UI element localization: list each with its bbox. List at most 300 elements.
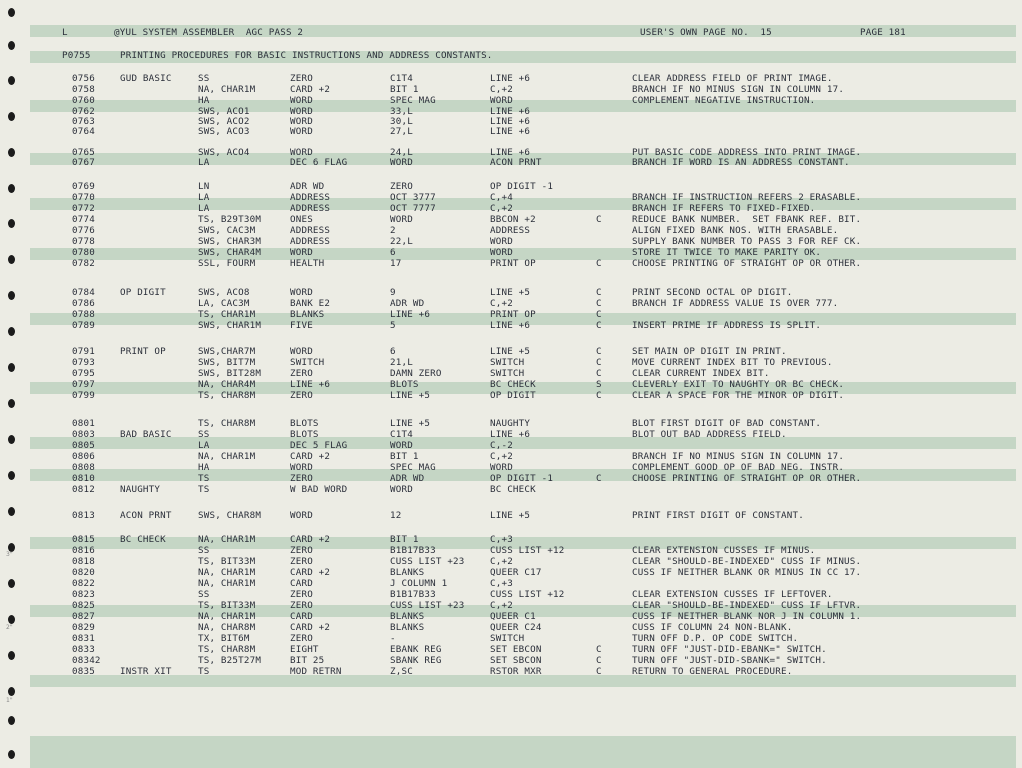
comment-text: CLEAR CURRENT INDEX BIT.	[632, 368, 770, 379]
green-band	[30, 198, 1016, 210]
operand-3: LINE +6	[490, 126, 531, 137]
feed-hole	[8, 579, 15, 588]
operand-1: CARD +2	[290, 84, 331, 95]
operand-1: MOD RETRN	[290, 666, 342, 677]
comment-text: TURN OFF "JUST-DID-EBANK=" SWITCH.	[632, 644, 827, 655]
opcode-field: NA, CHAR1M	[198, 84, 256, 95]
opcode-field: SWS, ACO4	[198, 147, 250, 158]
operand-3: NAUGHTY	[490, 418, 531, 429]
operand-1: ZERO	[290, 589, 313, 600]
green-band	[30, 736, 1016, 768]
flag-mark: C	[596, 287, 602, 298]
operand-2: WORD	[390, 484, 413, 495]
opcode-field: NA, CHAR1M	[198, 451, 256, 462]
operand-3: C,+2	[490, 298, 513, 309]
operand-1: ADDRESS	[290, 203, 331, 214]
comment-text: REDUCE BANK NUMBER. SET FBANK REF. BIT.	[632, 214, 862, 225]
opcode-field: SWS, ACO1	[198, 106, 250, 117]
feed-hole	[8, 435, 15, 444]
comment-text: INSERT PRIME IF ADDRESS IS SPLIT.	[632, 320, 822, 331]
comment-text: CLEAR EXTENSION CUSSES IF MINUS.	[632, 545, 816, 556]
operand-1: CARD +2	[290, 622, 331, 633]
operand-2: WORD	[390, 214, 413, 225]
operand-2: 22,L	[390, 236, 413, 247]
operand-3: LINE +6	[490, 116, 531, 127]
opcode-field: SWS, ACO8	[198, 287, 250, 298]
operand-1: ADDRESS	[290, 192, 331, 203]
operand-2: J COLUMN 1	[390, 578, 448, 589]
feed-hole	[8, 291, 15, 300]
operand-1: DEC 6 FLAG	[290, 157, 348, 168]
comment-text: TURN OFF "JUST-DID-SBANK=" SWITCH.	[632, 655, 827, 666]
log-code: L	[62, 27, 68, 38]
operand-3: LINE +6	[490, 106, 531, 117]
opcode-field: HA	[198, 95, 210, 106]
operand-1: WORD	[290, 116, 313, 127]
feed-hole	[8, 750, 15, 759]
operand-2: 21,L	[390, 357, 413, 368]
line-number: 0763	[72, 116, 95, 127]
comment-text: CLEAR "SHOULD-BE-INDEXED" CUSS IF MINUS.	[632, 556, 862, 567]
page-number: PAGE 181	[860, 27, 906, 38]
line-number: 08342	[72, 655, 101, 666]
opcode-field: SWS, CAC3M	[198, 225, 256, 236]
line-number: 0765	[72, 147, 95, 158]
ruler-mark-2in: 2"	[6, 624, 13, 631]
comment-text: BRANCH IF INSTRUCTION REFERS 2 ERASABLE.	[632, 192, 862, 203]
line-number: 0793	[72, 357, 95, 368]
comment-text: PRINT SECOND OCTAL OP DIGIT.	[632, 287, 793, 298]
operand-1: EIGHT	[290, 644, 319, 655]
line-number: 0820	[72, 567, 95, 578]
location-tag: ACON PRNT	[120, 510, 172, 521]
operand-2: SBANK REG	[390, 655, 442, 666]
line-number: 0816	[72, 545, 95, 556]
flag-mark: C	[596, 320, 602, 331]
comment-text: BRANCH IF WORD IS AN ADDRESS CONSTANT.	[632, 157, 850, 168]
operand-3: SET SBCON	[490, 655, 542, 666]
flag-mark: C	[596, 368, 602, 379]
opcode-field: SWS, CHAR1M	[198, 320, 262, 331]
flag-mark: C	[596, 346, 602, 357]
opcode-field: SWS, CHAR4M	[198, 247, 262, 258]
line-number: 0835	[72, 666, 95, 677]
line-number: 0810	[72, 473, 95, 484]
flag-mark: C	[596, 655, 602, 666]
operand-2: B1B17B33	[390, 545, 436, 556]
line-number: 0806	[72, 451, 95, 462]
opcode-field: SWS, BIT7M	[198, 357, 256, 368]
line-number: 0815	[72, 534, 95, 545]
feed-hole	[8, 399, 15, 408]
comment-text: MOVE CURRENT INDEX BIT TO PREVIOUS.	[632, 357, 833, 368]
operand-2: ADR WD	[390, 298, 425, 309]
operand-2: 2	[390, 225, 396, 236]
opcode-field: TS, CHAR8M	[198, 418, 256, 429]
comment-text: CLEVERLY EXIT TO NAUGHTY OR BC CHECK.	[632, 379, 845, 390]
operand-2: OCT 7777	[390, 203, 436, 214]
line-number: 0831	[72, 633, 95, 644]
line-number: 0782	[72, 258, 95, 269]
opcode-field: TX, BIT6M	[198, 633, 250, 644]
operand-1: ZERO	[290, 556, 313, 567]
line-number: 0808	[72, 462, 95, 473]
comment-text: CLEAR "SHOULD-BE-INDEXED" CUSS IF LFTVR.	[632, 600, 862, 611]
operand-2: BLOTS	[390, 379, 419, 390]
operand-1: WORD	[290, 287, 313, 298]
comment-text: BRANCH IF NO MINUS SIGN IN COLUMN 17.	[632, 84, 845, 95]
line-number: 0803	[72, 429, 95, 440]
opcode-field: SS	[198, 589, 210, 600]
ruler-mark-3in: 3"	[6, 551, 13, 558]
operand-2: SPEC MAG	[390, 95, 436, 106]
opcode-field: LA	[198, 440, 210, 451]
line-number: 0805	[72, 440, 95, 451]
operand-1: SWITCH	[290, 357, 325, 368]
operand-3: SWITCH	[490, 368, 525, 379]
operand-1: BIT 25	[290, 655, 325, 666]
location-tag: BAD BASIC	[120, 429, 172, 440]
operand-2: ZERO	[390, 181, 413, 192]
operand-2: BIT 1	[390, 84, 419, 95]
line-number: 0797	[72, 379, 95, 390]
feed-hole	[8, 112, 15, 121]
flag-mark: C	[596, 298, 602, 309]
operand-1: ZERO	[290, 390, 313, 401]
opcode-field: SWS, ACO3	[198, 126, 250, 137]
comment-text: CUSS IF NEITHER BLANK OR MINUS IN CC 17.	[632, 567, 862, 578]
operand-2: B1B17B33	[390, 589, 436, 600]
comment-text: CLEAR A SPACE FOR THE MINOR OP DIGIT.	[632, 390, 845, 401]
opcode-field: SS	[198, 429, 210, 440]
operand-2: BLANKS	[390, 611, 425, 622]
opcode-field: HA	[198, 462, 210, 473]
flag-mark: C	[596, 309, 602, 320]
feed-hole	[8, 716, 15, 725]
line-number: 0774	[72, 214, 95, 225]
operand-2: BLANKS	[390, 622, 425, 633]
operand-1: WORD	[290, 95, 313, 106]
operand-3: BC CHECK	[490, 379, 536, 390]
line-number: 0780	[72, 247, 95, 258]
operand-3: QUEER C17	[490, 567, 542, 578]
line-number: 0795	[72, 368, 95, 379]
operand-2: DAMN ZERO	[390, 368, 442, 379]
operand-1: ADR WD	[290, 181, 325, 192]
operand-2: BIT 1	[390, 451, 419, 462]
line-number: 0786	[72, 298, 95, 309]
line-number: 0822	[72, 578, 95, 589]
feed-hole	[8, 471, 15, 480]
location-tag: PRINT OP	[120, 346, 166, 357]
line-number: 0791	[72, 346, 95, 357]
operand-1: ADDRESS	[290, 225, 331, 236]
operand-3: WORD	[490, 95, 513, 106]
comment-text: BRANCH IF ADDRESS VALUE IS OVER 777.	[632, 298, 839, 309]
opcode-field: SWS, ACO2	[198, 116, 250, 127]
opcode-field: SS	[198, 545, 210, 556]
section-number: P0755	[62, 50, 91, 61]
opcode-field: TS, CHAR8M	[198, 390, 256, 401]
line-number: 0813	[72, 510, 95, 521]
operand-3: C,+2	[490, 556, 513, 567]
operand-3: LINE +6	[490, 429, 531, 440]
line-number: 0778	[72, 236, 95, 247]
comment-text: BRANCH IF NO MINUS SIGN IN COLUMN 17.	[632, 451, 845, 462]
line-number: 0829	[72, 622, 95, 633]
opcode-field: TS, CHAR1M	[198, 309, 256, 320]
line-number: 0823	[72, 589, 95, 600]
operand-3: C,+3	[490, 534, 513, 545]
line-number: 0825	[72, 600, 95, 611]
comment-text: SUPPLY BANK NUMBER TO PASS 3 FOR REF CK.	[632, 236, 862, 247]
operand-3: ADDRESS	[490, 225, 531, 236]
operand-3: LINE +5	[490, 287, 531, 298]
opcode-field: LA	[198, 192, 210, 203]
location-tag: INSTR XIT	[120, 666, 172, 677]
operand-1: CARD	[290, 578, 313, 589]
line-number: 0812	[72, 484, 95, 495]
operand-2: CUSS LIST +23	[390, 600, 465, 611]
line-number: 0818	[72, 556, 95, 567]
comment-text: BLOT FIRST DIGIT OF BAD CONSTANT.	[632, 418, 822, 429]
operand-3: QUEER C1	[490, 611, 536, 622]
opcode-field: TS, BIT33M	[198, 556, 256, 567]
comment-text: SET MAIN OP DIGIT IN PRINT.	[632, 346, 787, 357]
feed-hole	[8, 219, 15, 228]
line-number: 0789	[72, 320, 95, 331]
opcode-field: NA, CHAR1M	[198, 534, 256, 545]
comment-text: TURN OFF D.P. OP CODE SWITCH.	[632, 633, 799, 644]
location-tag: BC CHECK	[120, 534, 166, 545]
operand-2: LINE +5	[390, 390, 431, 401]
line-number: 0762	[72, 106, 95, 117]
feed-hole	[8, 184, 15, 193]
operand-2: 27,L	[390, 126, 413, 137]
operand-2: 30,L	[390, 116, 413, 127]
operand-2: 33,L	[390, 106, 413, 117]
line-number: 0769	[72, 181, 95, 192]
comment-text: PUT BASIC CODE ADDRESS INTO PRINT IMAGE.	[632, 147, 862, 158]
opcode-field: SWS, BIT28M	[198, 368, 262, 379]
operand-2: BLANKS	[390, 567, 425, 578]
operand-1: BLOTS	[290, 418, 319, 429]
opcode-field: SWS, CHAR8M	[198, 510, 262, 521]
comment-text: BRANCH IF REFERS TO FIXED-FIXED.	[632, 203, 816, 214]
operand-3: LINE +5	[490, 510, 531, 521]
operand-1: WORD	[290, 462, 313, 473]
operand-3: LINE +6	[490, 147, 531, 158]
location-tag: OP DIGIT	[120, 287, 166, 298]
opcode-field: LA, CAC3M	[198, 298, 250, 309]
system-title: @YUL SYSTEM ASSEMBLER AGC PASS 2	[114, 27, 304, 38]
operand-1: WORD	[290, 126, 313, 137]
opcode-field: TS, B29T30M	[198, 214, 262, 225]
operand-3: SET EBCON	[490, 644, 542, 655]
operand-1: CARD +2	[290, 534, 331, 545]
operand-3: CUSS LIST +12	[490, 589, 565, 600]
operand-2: WORD	[390, 157, 413, 168]
line-number: 0827	[72, 611, 95, 622]
operand-1: ZERO	[290, 73, 313, 84]
operand-3: PRINT OP	[490, 258, 536, 269]
line-number: 0770	[72, 192, 95, 203]
operand-2: Z,SC	[390, 666, 413, 677]
line-number: 0776	[72, 225, 95, 236]
line-number: 0784	[72, 287, 95, 298]
operand-2: C1T4	[390, 73, 413, 84]
operand-1: W BAD WORD	[290, 484, 348, 495]
opcode-field: TS	[198, 484, 210, 495]
operand-2: C1T4	[390, 429, 413, 440]
opcode-field: TS, BIT33M	[198, 600, 256, 611]
opcode-field: NA, CHAR1M	[198, 567, 256, 578]
operand-3: OP DIGIT -1	[490, 181, 554, 192]
operand-1: WORD	[290, 510, 313, 521]
opcode-field: NA, CHAR1M	[198, 578, 256, 589]
line-number: 0788	[72, 309, 95, 320]
feed-hole	[8, 255, 15, 264]
operand-2: BIT 1	[390, 534, 419, 545]
operand-2: LINE +5	[390, 418, 431, 429]
operand-3: WORD	[490, 462, 513, 473]
operand-2: WORD	[390, 440, 413, 451]
operand-1: DEC 5 FLAG	[290, 440, 348, 451]
operand-3: C,+4	[490, 192, 513, 203]
comment-text: CHOOSE PRINTING OF STRAIGHT OP OR OTHER.	[632, 473, 862, 484]
operand-3: LINE +6	[490, 73, 531, 84]
flag-mark: C	[596, 357, 602, 368]
operand-3: SWITCH	[490, 633, 525, 644]
comment-text: CHOOSE PRINTING OF STRAIGHT OP OR OTHER.	[632, 258, 862, 269]
comment-text: CLEAR ADDRESS FIELD OF PRINT IMAGE.	[632, 73, 833, 84]
flag-mark: C	[596, 666, 602, 677]
operand-3: C,+3	[490, 578, 513, 589]
operand-1: ZERO	[290, 368, 313, 379]
operand-1: ZERO	[290, 600, 313, 611]
operand-3: QUEER C24	[490, 622, 542, 633]
operand-3: C,+2	[490, 203, 513, 214]
opcode-field: LN	[198, 181, 210, 192]
feed-hole	[8, 363, 15, 372]
comment-text: CUSS IF NEITHER BLANK NOR J IN COLUMN 1.	[632, 611, 862, 622]
flag-mark: C	[596, 214, 602, 225]
comment-text: COMPLEMENT NEGATIVE INSTRUCTION.	[632, 95, 816, 106]
flag-mark: S	[596, 379, 602, 390]
feed-hole	[8, 687, 15, 696]
comment-text: ALIGN FIXED BANK NOS. WITH ERASABLE.	[632, 225, 839, 236]
operand-2: -	[390, 633, 396, 644]
operand-2: 9	[390, 287, 396, 298]
operand-1: WORD	[290, 106, 313, 117]
operand-3: BC CHECK	[490, 484, 536, 495]
feed-hole	[8, 148, 15, 157]
line-number: 0801	[72, 418, 95, 429]
operand-2: SPEC MAG	[390, 462, 436, 473]
comment-text: COMPLEMENT GOOD OP OF BAD NEG. INSTR.	[632, 462, 845, 473]
operand-1: CARD +2	[290, 567, 331, 578]
opcode-field: NA, CHAR8M	[198, 622, 256, 633]
operand-3: PRINT OP	[490, 309, 536, 320]
operand-2: EBANK REG	[390, 644, 442, 655]
users-page-number: USER'S OWN PAGE NO. 15	[640, 27, 772, 38]
operand-1: ZERO	[290, 633, 313, 644]
operand-2: 5	[390, 320, 396, 331]
operand-2: 24,L	[390, 147, 413, 158]
operand-1: WORD	[290, 247, 313, 258]
operand-3: C,+2	[490, 84, 513, 95]
flag-mark: C	[596, 390, 602, 401]
line-number: 0767	[72, 157, 95, 168]
comment-text: CUSS IF COLUMN 24 NON-BLANK.	[632, 622, 793, 633]
opcode-field: TS	[198, 666, 210, 677]
operand-2: 12	[390, 510, 402, 521]
feed-hole	[8, 8, 15, 17]
feed-hole	[8, 651, 15, 660]
operand-3: RSTOR MXR	[490, 666, 542, 677]
operand-3: C,+2	[490, 451, 513, 462]
operand-3: LINE +5	[490, 346, 531, 357]
operand-2: LINE +6	[390, 309, 431, 320]
comment-text: PRINT FIRST DIGIT OF CONSTANT.	[632, 510, 804, 521]
opcode-field: SWS,CHAR7M	[198, 346, 256, 357]
operand-1: ZERO	[290, 545, 313, 556]
operand-2: 17	[390, 258, 402, 269]
comment-text: BLOT OUT BAD ADDRESS FIELD.	[632, 429, 787, 440]
operand-3: OP DIGIT -1	[490, 473, 554, 484]
operand-1: CARD +2	[290, 451, 331, 462]
operand-3: OP DIGIT	[490, 390, 536, 401]
line-number: 0764	[72, 126, 95, 137]
line-number: 0756	[72, 73, 95, 84]
opcode-field: NA, CHAR4M	[198, 379, 256, 390]
location-tag: NAUGHTY	[120, 484, 161, 495]
line-number: 0772	[72, 203, 95, 214]
operand-1: BLANKS	[290, 309, 325, 320]
operand-3: WORD	[490, 236, 513, 247]
operand-1: LINE +6	[290, 379, 331, 390]
opcode-field: SSL, FOURM	[198, 258, 256, 269]
operand-3: WORD	[490, 247, 513, 258]
opcode-field: LA	[198, 157, 210, 168]
flag-mark: C	[596, 258, 602, 269]
operand-2: 6	[390, 247, 396, 258]
operand-1: HEALTH	[290, 258, 325, 269]
operand-1: CARD	[290, 611, 313, 622]
opcode-field: SWS, CHAR3M	[198, 236, 262, 247]
operand-1: WORD	[290, 147, 313, 158]
operand-3: C,-2	[490, 440, 513, 451]
flag-mark: C	[596, 644, 602, 655]
section-title: PRINTING PROCEDURES FOR BASIC INSTRUCTIONS AND ADDRESS CONSTANTS.	[120, 50, 493, 61]
line-number: 0760	[72, 95, 95, 106]
operand-3: LINE +6	[490, 320, 531, 331]
feed-hole	[8, 507, 15, 516]
opcode-field: SS	[198, 73, 210, 84]
line-number: 0758	[72, 84, 95, 95]
operand-3: C,+2	[490, 600, 513, 611]
operand-1: ONES	[290, 214, 313, 225]
operand-3: SWITCH	[490, 357, 525, 368]
comment-text: STORE IT TWICE TO MAKE PARITY OK.	[632, 247, 822, 258]
flag-mark: C	[596, 473, 602, 484]
opcode-field: LA	[198, 203, 210, 214]
operand-2: ADR WD	[390, 473, 425, 484]
operand-1: BANK E2	[290, 298, 331, 309]
location-tag: GUD BASIC	[120, 73, 172, 84]
operand-2: OCT 3777	[390, 192, 436, 203]
operand-3: CUSS LIST +12	[490, 545, 565, 556]
